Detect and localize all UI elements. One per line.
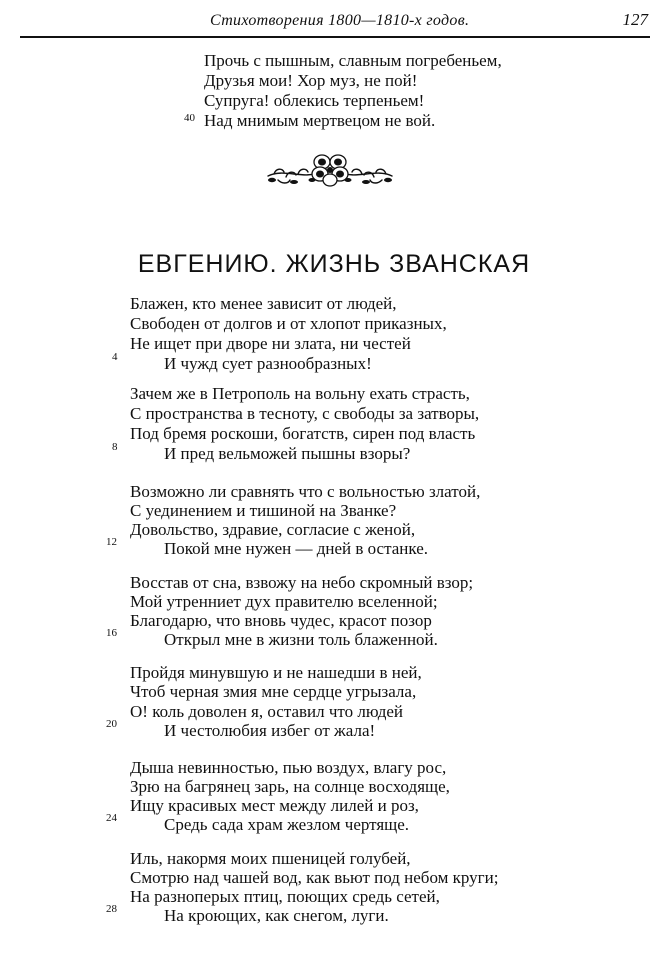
verse-line: На разноперых птиц, поющих средь сетей, — [130, 887, 440, 906]
verse-line: Дыша невинностью, пью воздух, влагу рос, — [130, 758, 447, 777]
verse-line: 8 И пред вельможей пышны взоры? — [112, 441, 411, 463]
verse-line: Мой утренниет дух правителю вселенной; — [130, 592, 438, 611]
verse-line: Зачем же в Петрополь на вольну ехать страсть, — [130, 384, 470, 403]
verse-line: С уединением и тишиной на Званке? — [130, 501, 397, 520]
verse-line: Пройдя минувшую и не нашедши в ней, — [130, 663, 422, 682]
verse-line: Чтоб черная змия мне сердце угрызала, — [130, 682, 417, 701]
verse-line: Возможно ли сравнять что с вольностью златой, — [130, 482, 481, 501]
verse-line: Смотрю над чашей вод, как вьют под небом круги; — [130, 868, 499, 887]
verse-line: Восстав от сна, взвожу на небо скромный взор; — [130, 573, 474, 592]
verse-line: О! коль доволен я, оставил что людей — [130, 702, 404, 721]
verse-line: С пространства в тесноту, с свободы за затворы, — [130, 404, 480, 423]
verse-line: Иль, накормя моих пшеницей голубей, — [130, 849, 411, 868]
verse-line: Друзья мои! Хор муз, не пой! — [204, 71, 418, 90]
line-number: 12 — [106, 536, 117, 548]
line-number: 16 — [106, 627, 117, 639]
verse-line: 4 И чужд сует разнообразных! — [112, 351, 372, 373]
line-number: 20 — [106, 718, 117, 730]
verse-line: Блажен, кто менее зависит от людей, — [130, 294, 397, 313]
verse-line: Не ищет при дворе ни злата, ни честей — [130, 334, 411, 353]
verse-line: 28 На кроющих, как снегом, луги. — [106, 903, 389, 925]
verse-line: 20 И честолюбия избег от жала! — [106, 718, 376, 740]
verse-line: Супруга! облекись терпеньем! — [204, 91, 425, 110]
line-number: 28 — [106, 903, 117, 915]
page-header — [20, 8, 650, 36]
verse-line: Благодарю, что вновь чудес, красот позор — [130, 611, 432, 630]
verse-line: Под бремя роскоши, богатств, сирен под власть — [130, 424, 476, 443]
line-number: 40 — [184, 112, 195, 124]
poem-title: ЕВГЕНИЮ. ЖИЗНЬ ЗВАНСКАЯ — [137, 250, 531, 278]
verse-line: Зрю на багрянец зарь, на солнце восходяще, — [130, 777, 450, 796]
verse-line: Свободен от долгов и от хлопот приказных, — [130, 314, 447, 333]
verse-line: Ищу красивых мест между лилей и роз, — [130, 796, 419, 815]
line-number: 8 — [112, 441, 118, 453]
verse-line: 40 Над мнимым мертвецом не вой. — [184, 111, 436, 130]
header-rule — [20, 36, 650, 38]
verse-line: Прочь с пышным, славным погребеньем, — [204, 51, 502, 70]
page-number: 127 — [622, 10, 648, 29]
running-title: Стихотворения 1800—1810-х годов. — [210, 12, 470, 29]
verse-line: 16 Открыл мне в жизни толь блаженной. — [106, 627, 438, 649]
verse-line: 12 Покой мне нужен — дней в останке. — [106, 536, 429, 558]
verse-line: Довольство, здравие, согласие с женой, — [130, 520, 416, 539]
verse-line: 24 Средь сада храм жезлом чертяще. — [106, 812, 410, 834]
line-number: 4 — [112, 351, 118, 363]
floral-ornament-icon — [264, 150, 396, 190]
line-number: 24 — [106, 812, 117, 824]
